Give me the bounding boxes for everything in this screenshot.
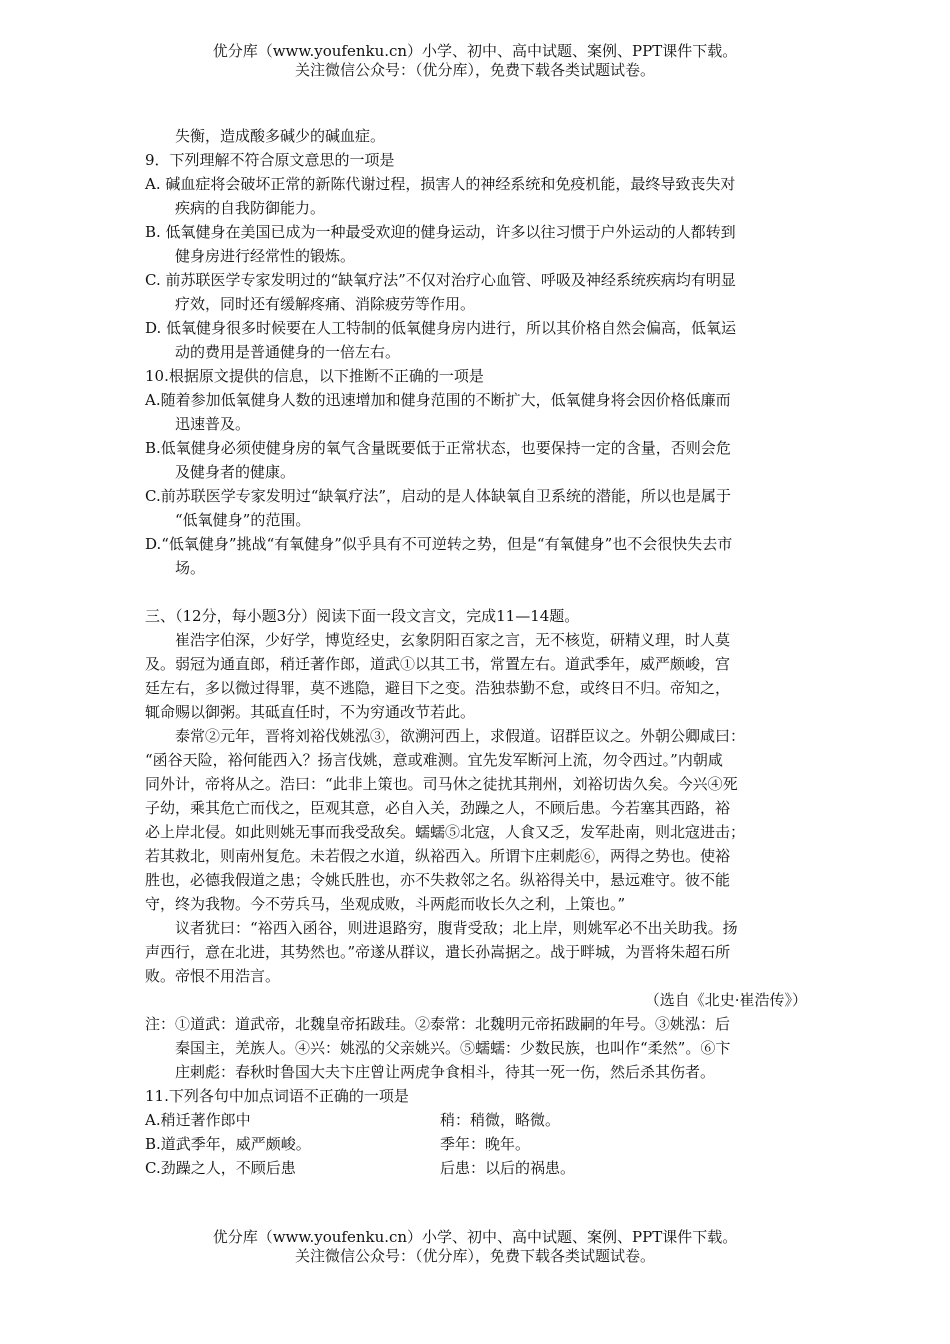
q10-option-a-cont: 迅速普及。 <box>175 415 251 433</box>
page-header <box>0 42 950 80</box>
note-line: 注：①道武：道武帝，北魏皇帝拓跋珪。②泰常：北魏明元帝拓跋嗣的年号。③姚泓：后 <box>145 1015 731 1033</box>
q11-option-gloss: 后患：以后的祸患。 <box>440 1159 576 1177</box>
q11-option-sentence: C.劲躁之人，不顾后患 <box>145 1159 296 1177</box>
passage-continuation: 失衡，造成酸多碱少的碱血症。 <box>175 127 386 145</box>
q11-option-gloss: 稍：稍微，略微。 <box>440 1111 561 1129</box>
paragraph-2 <box>145 724 809 916</box>
footer-line-1: 优分库（www.youfenku.cn）小学、初中、高中试题、案例、PPT课件下载。 <box>212 1228 738 1246</box>
q10-option-c-cont: “低氧健身”的范围。 <box>175 511 311 529</box>
paragraph-line: 泰常②元年，晋将刘裕伐姚泓③，欲溯河西上，求假道。诏群臣议之。外朝公卿咸曰： <box>175 727 746 745</box>
q9-option-d-cont: 动的费用是普通健身的一倍左右。 <box>175 343 401 361</box>
q9-option-c-cont: 疗效，同时还有缓解疼痛、消除疲劳等作用。 <box>175 295 476 313</box>
paragraph-line: 崔浩字伯深，少好学，博览经史，玄象阴阳百家之言，无不核览，研精义理，时人莫 <box>175 631 731 649</box>
paragraph-line: 议者犹曰：“裕西入函谷，则进退路穷，腹背受敌；北上岸，则姚军必不出关助我。扬 <box>175 919 738 937</box>
page-footer <box>0 1228 950 1266</box>
q10-option-c: C.前苏联医学专家发明过“缺氧疗法”，启动的是人体缺氧自卫系统的潜能，所以也是属于 <box>145 487 732 505</box>
q10-option-a: A.随着参加低氧健身人数的迅速增加和健身范围的不断扩大，低氧健身将会因价格低廉而 <box>145 391 731 409</box>
header-line-1: 优分库（www.youfenku.cn）小学、初中、高中试题、案例、PPT课件下载。 <box>212 42 738 60</box>
paragraph-line: “函谷天险，裕何能西入？扬言伐姚，意或难测。宜先发军断河上流，勿令西过。”内朝咸 <box>145 751 723 769</box>
q11-option-sentence: B.道武季年，威严颇峻。 <box>145 1135 311 1153</box>
blank-line <box>145 580 809 604</box>
question-11-stem: 11.下列各句中加点词语不正确的一项是 <box>145 1087 409 1105</box>
paragraph-line: 胜也，必德我假道之患；令姚氏胜也，亦不失救邻之名。纵裕得关中，悬远难守。彼不能 <box>145 871 731 889</box>
section-3-title: 三、（12分，每小题3分）阅读下面一段文言文，完成11—14题。 <box>145 607 580 625</box>
q11-option-gloss: 季年：晚年。 <box>440 1135 531 1153</box>
note-line: 秦国主，羌族人。④兴：姚泓的父亲姚兴。⑤蠕蠕：少数民族，也叫作“柔然”。⑥卞 <box>175 1039 731 1057</box>
paragraph-3 <box>145 916 809 988</box>
paragraph-line: 廷左右，多以微过得罪，莫不逃隐，避目下之变。浩独恭勤不怠，或终日不归。帝知之， <box>145 679 731 697</box>
q10-option-b: B.低氧健身必须使健身房的氧气含量既要低于正常状态，也要保持一定的含量，否则会危 <box>145 439 731 457</box>
q9-option-a-cont: 疾病的自我防御能力。 <box>175 199 326 217</box>
paragraph-line: 辄命赐以御粥。其砥直任时，不为穷通改节若此。 <box>145 703 476 721</box>
q10-option-b-cont: 及健身者的健康。 <box>175 463 296 481</box>
paragraph-line: 同外计，帝将从之。浩曰：“此非上策也。司马休之徒扰其荆州，刘裕切齿久矣。今兴④死 <box>145 775 738 793</box>
q10-option-d-cont: 场。 <box>175 559 206 577</box>
paragraph-line: 败。帝恨不用浩言。 <box>145 967 281 985</box>
question-10-stem: 10.根据原文提供的信息，以下推断不正确的一项是 <box>145 367 484 385</box>
paragraph-line: 守，终为我物。今不劳兵马，坐观成败，斗两彪而收长久之利，上策也。” <box>145 895 626 913</box>
q11-option-c <box>145 1156 809 1180</box>
paragraph-line: 子幼，乘其危亡而伐之，臣观其意，必自入关，劲躁之人，不顾后患。今若塞其西路，裕 <box>145 799 731 817</box>
header-line-2: 关注微信公众号：（优分库），免费下载各类试题试卷。 <box>294 61 655 79</box>
footer-line-2: 关注微信公众号：（优分库），免费下载各类试题试卷。 <box>294 1247 655 1265</box>
paragraph-1 <box>145 628 809 724</box>
annotation-notes <box>145 1012 809 1084</box>
q11-option-b <box>145 1132 809 1156</box>
paragraph-line: 声西行，意在北进，其势然也。”帝遂从群议，遣长孙嵩据之。战于畔城，为晋将朱超石所 <box>145 943 731 961</box>
note-line: 庄刺彪：春秋时鲁国大夫卞庄曾让两虎争食相斗，待其一死一伤，然后杀其伤者。 <box>175 1063 716 1081</box>
paragraph-line: 及。弱冠为通直郎，稍迁著作郎，道武①以其工书，常置左右。道武季年，威严颇峻，宫 <box>145 655 731 673</box>
paragraph-line: 必上岸北侵。如此则姚无事而我受敌矣。蠕蠕⑤北寇，人食又乏，发军赴南，则北寇进击； <box>145 823 746 841</box>
q10-option-d: D.“低氧健身”挑战“有氧健身”似乎具有不可逆转之势，但是“有氧健身”也不会很快失去市 <box>145 535 733 553</box>
q9-option-c: C. 前苏联医学专家发明过的“缺氧疗法”不仅对治疗心血管、呼吸及神经系统疾病均有明显 <box>145 271 736 289</box>
document-body <box>145 124 809 1180</box>
question-9-stem: 9．下列理解不符合原文意思的一项是 <box>145 151 395 169</box>
q11-option-sentence: A.稍迁著作郎中 <box>145 1111 251 1129</box>
q9-option-b-cont: 健身房进行经常性的锻炼。 <box>175 247 356 265</box>
q9-option-b: B. 低氧健身在美国已成为一种最受欢迎的健身运动，许多以往习惯于户外运动的人都转到 <box>145 223 736 241</box>
q9-option-d: D. 低氧健身很多时候要在人工特制的低氧健身房内进行，所以其价格自然会偏高，低氧运 <box>145 319 737 337</box>
q9-option-a: A. 碱血症将会破坏正常的新陈代谢过程，损害人的神经系统和免疫机能，最终导致丧失对 <box>145 175 736 193</box>
paragraph-line: 若其救北，则南州复危。未若假之水道，纵裕西入。所谓卞庄刺彪⑥，两得之势也。使裕 <box>145 847 731 865</box>
passage-source: （选自《北史·崔浩传》） <box>644 991 807 1009</box>
q11-option-a <box>145 1108 809 1132</box>
